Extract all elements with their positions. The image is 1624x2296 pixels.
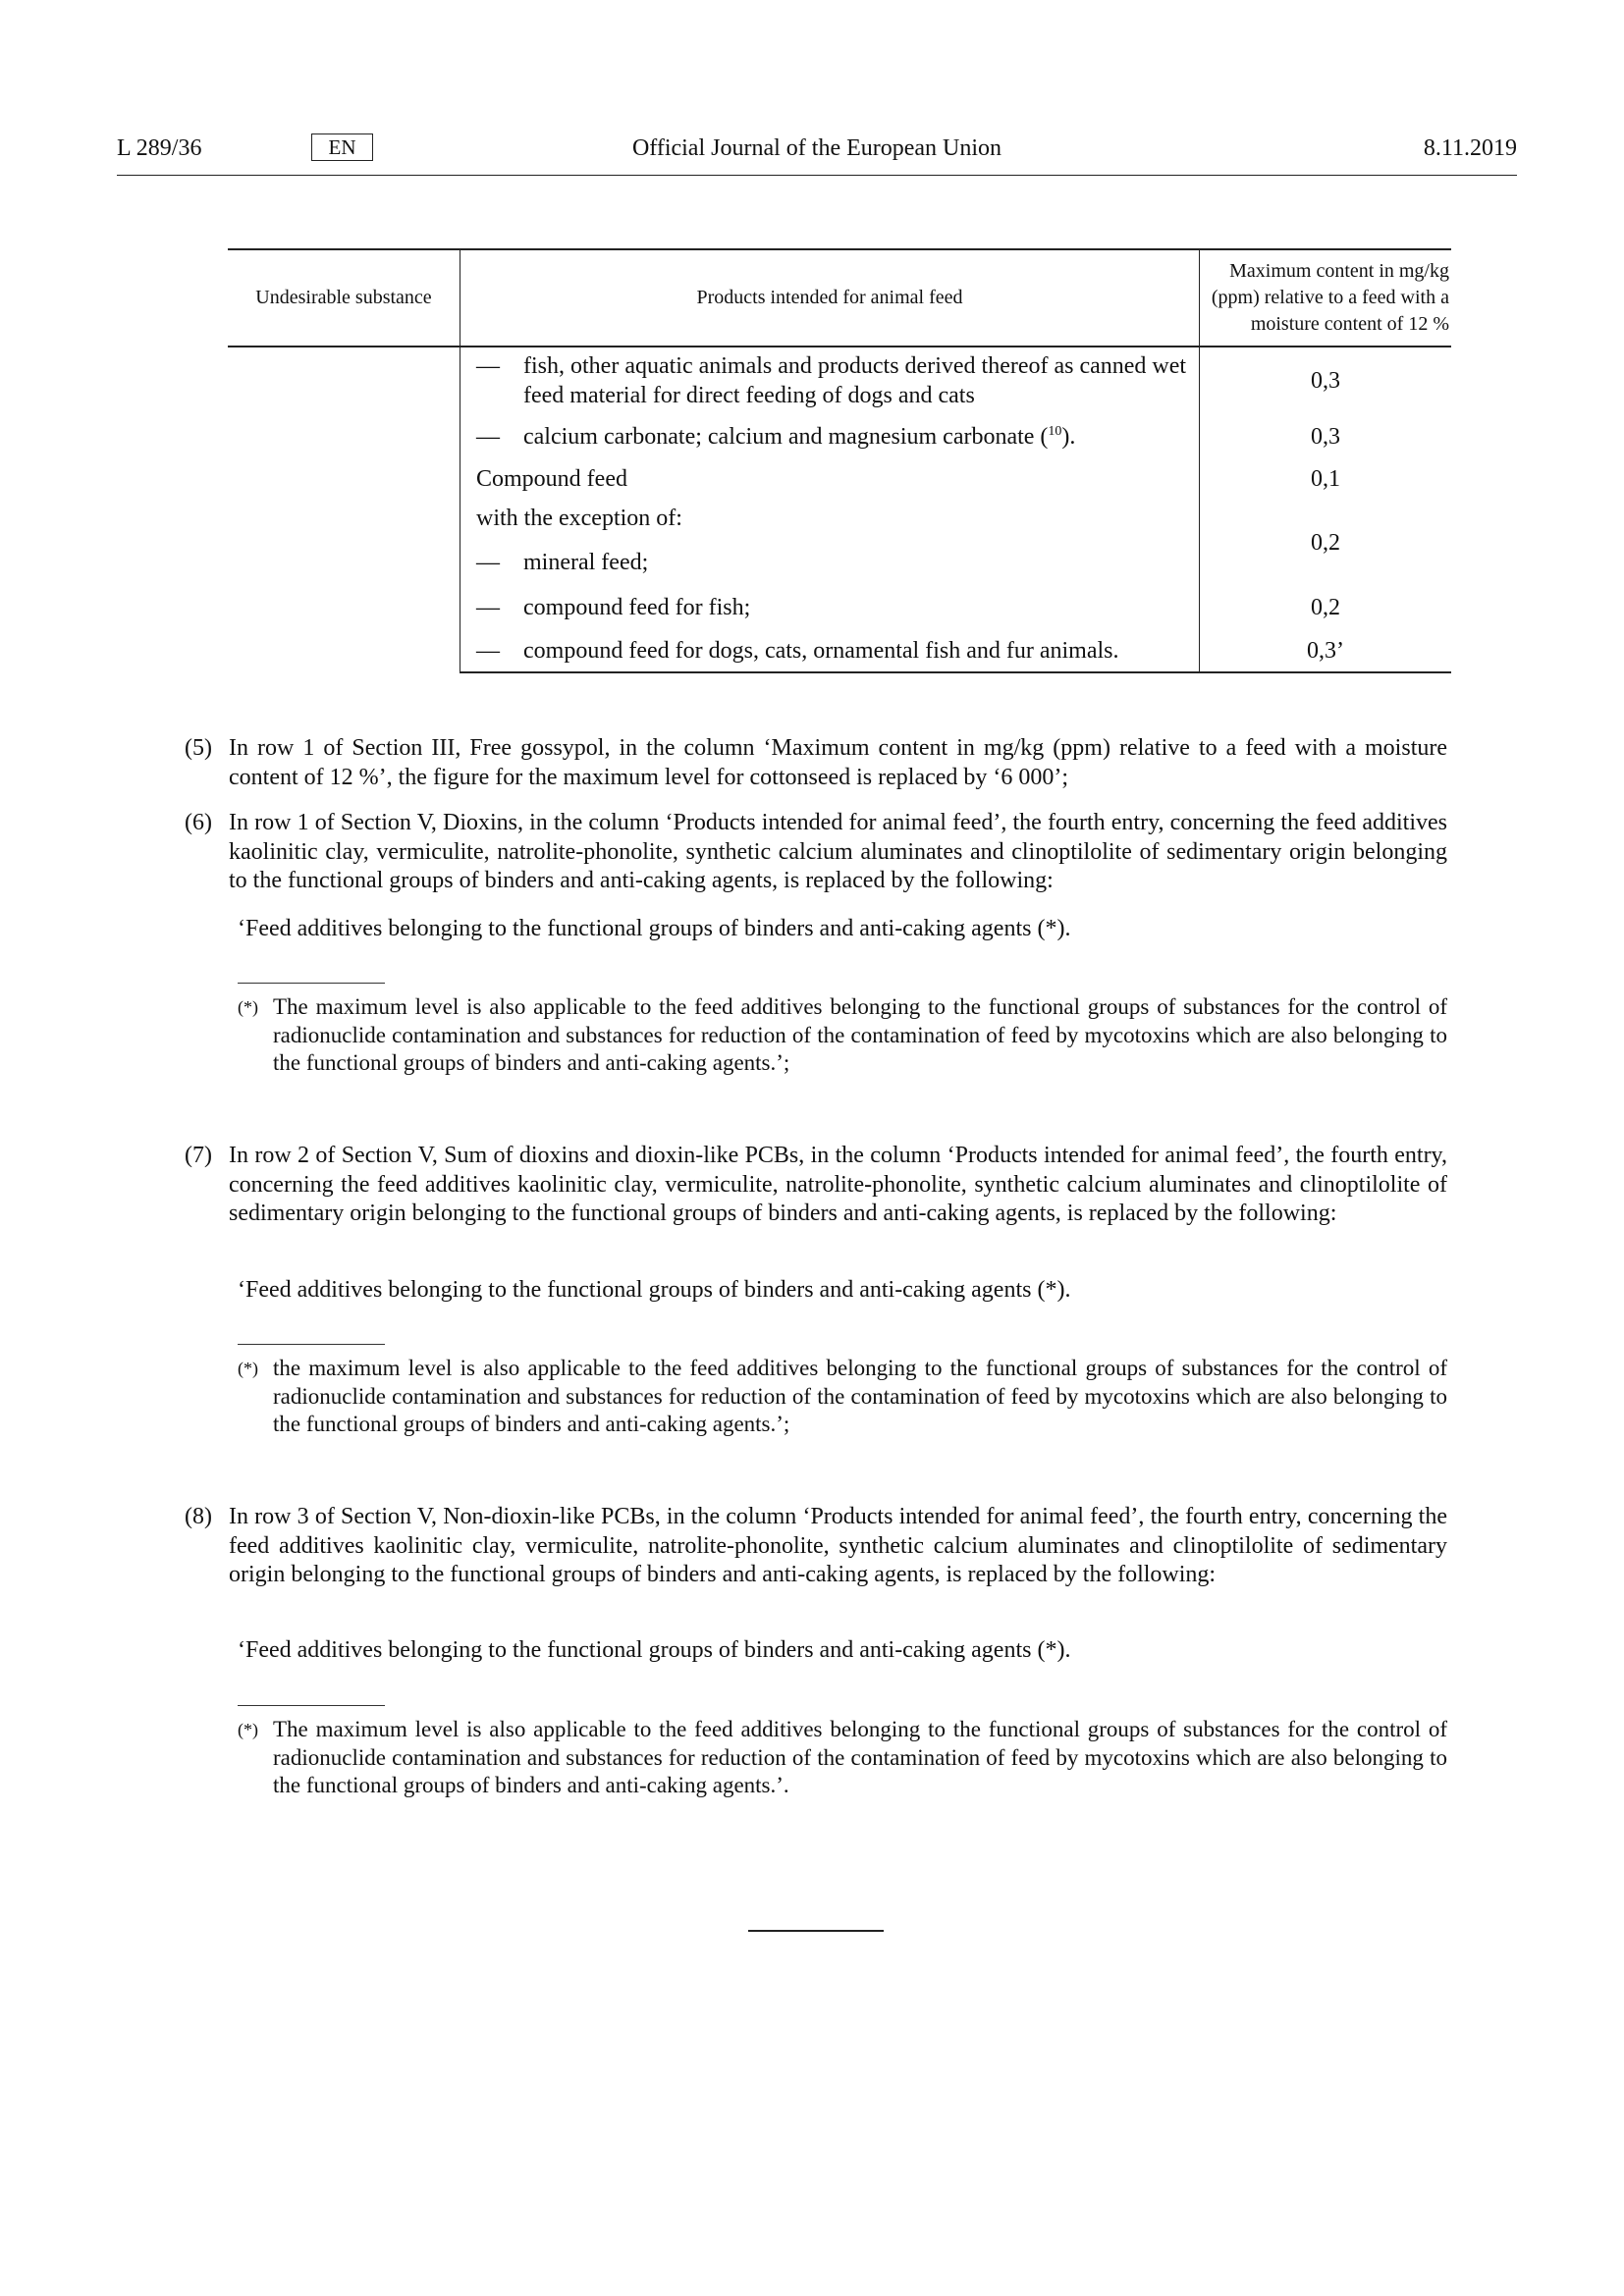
product-text: with the exception of: bbox=[476, 506, 682, 531]
col-header-max-content: Maximum content in mg/kg (ppm) relative to a feed with a moisture content of 12 % bbox=[1200, 249, 1452, 347]
dash: — bbox=[476, 353, 500, 379]
page-reference: L 289/36 bbox=[117, 135, 202, 161]
footnote-mark: (*) bbox=[238, 997, 258, 1017]
max-value: 0,2 bbox=[1311, 595, 1340, 620]
max-value: 0,3’ bbox=[1307, 638, 1344, 664]
dash: — bbox=[476, 424, 500, 450]
footnote-separator bbox=[238, 983, 385, 984]
max-content-table bbox=[228, 248, 1451, 673]
replacement-quote: ‘Feed additives belonging to the functional groups of binders and anti-caking agents (*). bbox=[238, 1277, 1071, 1303]
product-text: mineral feed; bbox=[523, 550, 649, 575]
table-row bbox=[228, 347, 1451, 414]
replacement-quote: ‘Feed additives belonging to the functional groups of binders and anti-caking agents (*). bbox=[238, 1637, 1071, 1663]
substance-cell bbox=[228, 347, 460, 672]
amendment-number: (6) bbox=[185, 810, 212, 835]
footnote-text: The maximum level is also applicable to the feed additives belonging to the functional groups of substances for the control of radionuclide contamination and substances for reduction of the contamination of feed by mycotoxins which are also belonging to the functional groups of binders and anti-caking agents.’; bbox=[273, 994, 1447, 1075]
replacement-quote: ‘Feed additives belonging to the functional groups of binders and anti-caking agents (*). bbox=[238, 916, 1071, 941]
max-value: 0,3 bbox=[1311, 368, 1340, 394]
table-row: — calcium carbonate; calcium and magnesium carbonate ($^{10}$). 0,3 bbox=[228, 414, 1451, 456]
amendment-number: (5) bbox=[185, 735, 212, 761]
amendment-5 bbox=[185, 734, 1447, 792]
col-header-substance: Undesirable substance bbox=[228, 249, 460, 347]
footnote bbox=[238, 1355, 1447, 1439]
footnote-reference: 10 bbox=[1048, 424, 1062, 439]
footnote-separator bbox=[238, 1705, 385, 1706]
amendment-number: (8) bbox=[185, 1504, 212, 1529]
amendment-text: In row 1 of Section V, Dioxins, in the column ‘Products intended for animal feed’, the fourth entry, concerning the feed additives kaolinitic clay, vermiculite, natrolite-phonolite, synthetic calcium aluminates and clinoptilolite of sedimentary origin belonging to the functional groups of binders and anti-caking agents, is replaced by the following: bbox=[229, 810, 1447, 893]
amendment-text: In row 1 of Section III, Free gossypol, in the column ‘Maximum content in mg/kg (ppm) relative to a feed with a moisture content of 12 %’, the figure for the maximum level for cottonseed is replaced by ‘6 000’; bbox=[229, 735, 1447, 790]
footnote bbox=[238, 1716, 1447, 1800]
amendment-6 bbox=[185, 809, 1447, 896]
journal-title: Official Journal of the European Union bbox=[631, 135, 1002, 161]
product-text: compound feed for dogs, cats, ornamental fish and fur animals. bbox=[523, 638, 1119, 664]
product-text: fish, other aquatic animals and products derived thereof as canned wet feed material for direct feeding of dogs and cats bbox=[523, 353, 1187, 408]
footnote-separator bbox=[238, 1344, 385, 1345]
col-header-products: Products intended for animal feed bbox=[460, 249, 1200, 347]
amendment-8 bbox=[185, 1503, 1447, 1590]
page-header bbox=[117, 132, 1517, 176]
footnote-mark: (*) bbox=[238, 1359, 258, 1378]
amendment-text: In row 3 of Section V, Non-dioxin-like PCBs, in the column ‘Products intended for animal feed’, the fourth entry, concerning the feed additives kaolinitic clay, vermiculite, natrolite-phonolite, synthetic calcium aluminates and clinoptilolite of sedimentary origin belonging to the functional groups of binders and anti-caking agents, is replaced by the following: bbox=[229, 1504, 1447, 1587]
language-badge: EN bbox=[311, 133, 373, 161]
dash: — bbox=[476, 550, 500, 575]
product-text: calcium carbonate; calcium and magnesium carbonate ( bbox=[523, 424, 1049, 450]
product-text: compound feed for fish; bbox=[523, 595, 751, 620]
amendment-number: (7) bbox=[185, 1143, 212, 1168]
amendment-7 bbox=[185, 1142, 1447, 1229]
footnote-text: The maximum level is also applicable to the feed additives belonging to the functional groups of substances for the control of radionuclide contamination and substances for reduction of the contamination of feed by mycotoxins which are also belonging to the functional groups of binders and anti-caking agents.’. bbox=[273, 1717, 1447, 1797]
dash: — bbox=[476, 638, 500, 664]
dash: — bbox=[476, 595, 500, 620]
publication-date: 8.11.2019 bbox=[1423, 135, 1517, 161]
footnote-text: the maximum level is also applicable to the feed additives belonging to the functional groups of substances for the control of radionuclide contamination and substances for reduction of the contamination of feed by mycotoxins which are also belonging to the functional groups of binders and anti-caking agents.’; bbox=[273, 1356, 1447, 1436]
footnote bbox=[238, 993, 1447, 1078]
product-text: Compound feed bbox=[476, 466, 627, 492]
max-value: 0,1 bbox=[1311, 466, 1340, 492]
end-of-document-rule bbox=[748, 1930, 884, 1932]
footnote-mark: (*) bbox=[238, 1720, 258, 1739]
max-value: 0,3 bbox=[1311, 424, 1340, 450]
max-value: 0,2 bbox=[1311, 529, 1340, 556]
amendment-text: In row 2 of Section V, Sum of dioxins and dioxin-like PCBs, in the column ‘Products intended for animal feed’, the fourth entry, concerning the feed additives kaolinitic clay, vermiculite, natrolite-phonolite, synthetic calcium aluminates and clinoptilolite of sedimentary origin belonging to the functional groups of binders and anti-caking agents, is replaced by the following: bbox=[229, 1143, 1447, 1226]
